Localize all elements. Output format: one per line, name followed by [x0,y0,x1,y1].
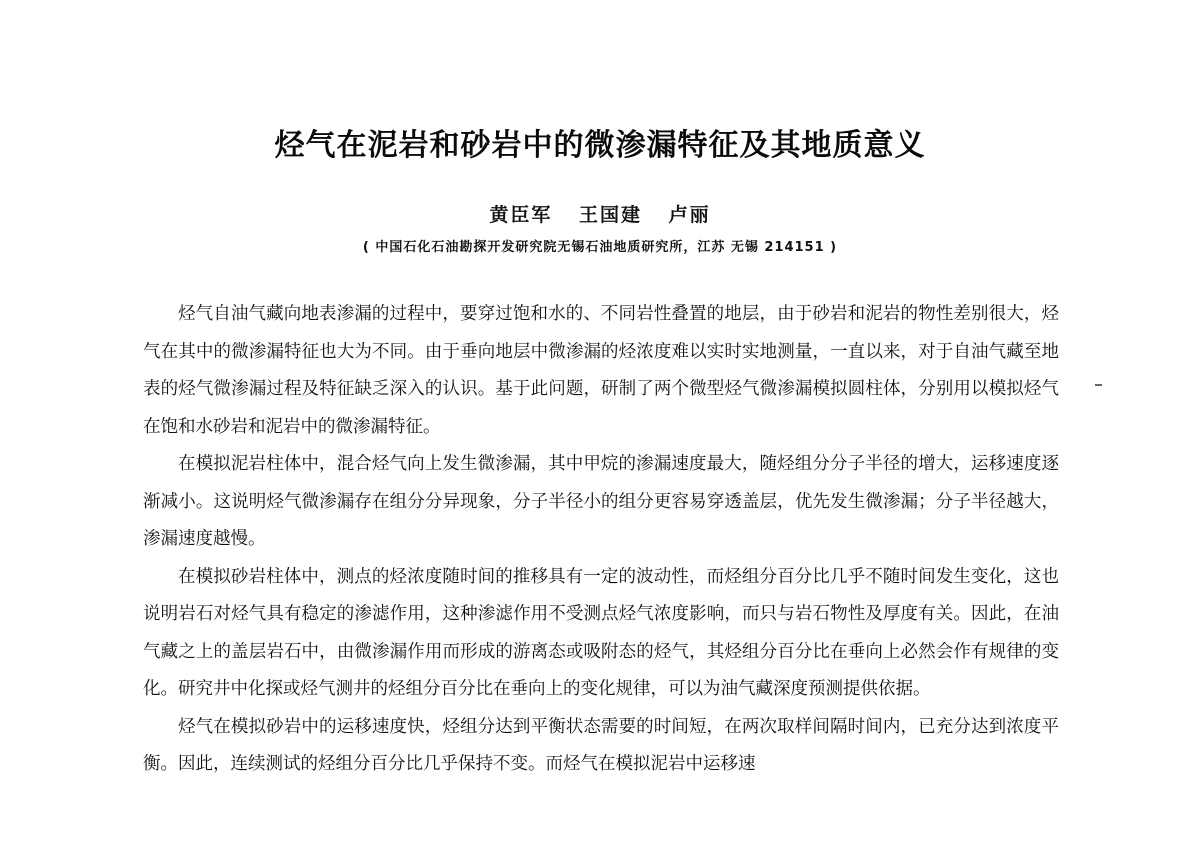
paper-title: 烃气在泥岩和砂岩中的微渗漏特征及其地质意义 [274,128,926,163]
body-paragraph: 在模拟泥岩柱体中，混合烃气向上发生微渗漏，其中甲烷的渗漏速度最大，随烃组分分子半径的增大，运移速度逐渐减小。这说明烃气微渗漏存在组分分异现象，分子半径小的组分更容易穿透盖层，优先发生微渗漏；分子半径越大，渗漏速度越慢。 [143,454,1059,549]
author-list: 黄臣军 王国建 卢丽 [489,204,711,226]
body-paragraph: 烃气在模拟砂岩中的运移速度快，烃组分达到平衡状态需要的时间短，在两次取样间隔时间内，已充分达到浓度平衡。因此，连续测试的烃组分百分比几乎保持不变。而烃气在模拟泥岩中运移速 [143,716,1059,774]
body-paragraph: 在模拟砂岩柱体中，测点的烃浓度随时间的推移具有一定的波动性，而烃组分百分比几乎不随时间发生变化，这也说明岩石对烃气具有稳定的渗滤作用，这种渗滤作用不受测点烃气浓度影响，而只与岩石物性及厚度有关。因此，在油气藏之上的盖层岩石中，由微渗漏作用而形成的游离态或吸附态的烃气，其烃组分百分比在垂向上必然会作有规律的变化。研究井中化探或烃气测井的烃组分百分比在垂向上的变化规律，可以为油气藏深度预测提供依据。 [143,566,1059,699]
author-affiliation: ( 中国石化石油勘探开发研究院无锡石油地质研究所，江苏 无锡 214151 ) [362,240,838,255]
body-paragraph: 烃气自油气藏向地表渗漏的过程中，要穿过饱和水的、不同岩性叠置的地层，由于砂岩和泥岩的物性差别很大，烃气在其中的微渗漏特征也大为不同。由于垂向地层中微渗漏的烃浓度难以实时实地测量，一直以来，对于自油气藏至地表的烃气微渗漏过程及特征缺乏深入的认识。基于此问题，研制了两个微型烃气微渗漏模拟圆柱体，分别用以模拟烃气在饱和水砂岩和泥岩中的微渗漏特征。 [143,304,1059,437]
scan-edge-mark [1095,384,1102,386]
abstract-body [143,296,1059,784]
